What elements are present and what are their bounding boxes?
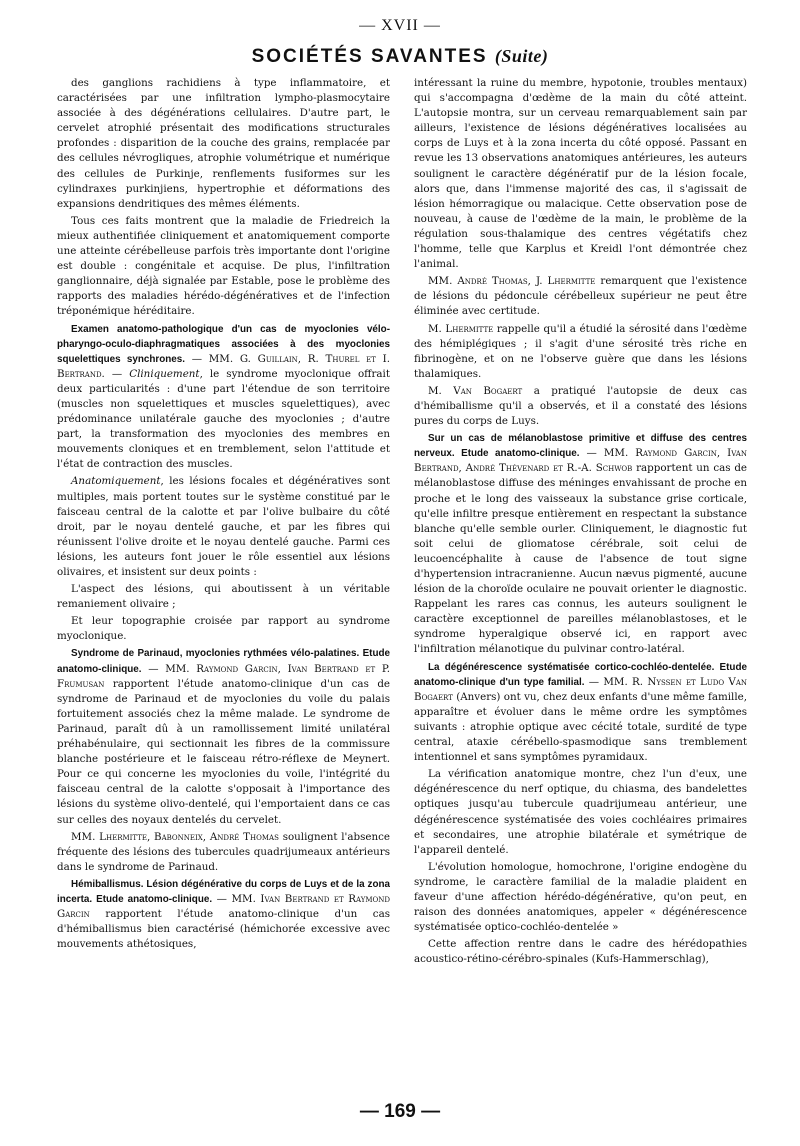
paragraph-text: Cette affection rentre dans le cadre des hérédopathies acoustico-rétino-cérébro-spinales (Kufs-Hammerschlag),: [414, 938, 747, 966]
paragraph-text: , les lésions focales et dégénératives sont multiples, mais portent toutes sur le système constitué par le faisceau central de la calotte et par l'olive bulbaire du côté droit, par le noyau dentelé gauche, et par les fibres qui réunissent l'olive droite et le noyau dentelé gauche. Parmi ces lésions, les auteurs font jouer le rôle essentiel aux lésions olivaires, et insistent sur deux points :: [57, 475, 390, 578]
paragraph-authors: MM. André Thomas, J. Lhermitte: [428, 275, 601, 288]
paragraph-authors: M. Van Bogaert: [428, 384, 534, 397]
paragraph-text: Et leur topographie croisée par rapport au syndrome myoclonique.: [57, 615, 390, 643]
paragraph: [414, 937, 747, 967]
paragraph: [57, 214, 390, 320]
paragraph: [414, 274, 747, 319]
paragraph-authors: MM. Lhermitte, Babonneix, André Thomas: [71, 830, 283, 843]
paragraph-text: L'aspect des lésions, qui aboutissent à un véritable remaniement olivaire ;: [57, 583, 390, 611]
paragraph: [57, 877, 390, 952]
paragraph: [57, 646, 390, 827]
paragraph-authors: M. Lhermitte: [428, 322, 497, 335]
paragraph-heading: La dégénérescence systématisée cortico-cochléo-dentelée. Etude anatomo-clinique d'un type familial.: [414, 661, 747, 688]
section-title-text: SOCIÉTÉS SAVANTES: [251, 46, 488, 67]
paragraph: [414, 76, 747, 272]
paragraph: [57, 830, 390, 875]
paragraph-heading: Examen anatomo-pathologique d'un cas de myoclonies vélo-pharyngo-oculo-diaphragmatiques associées à des myoclonies squelettiques synchrones.: [57, 323, 390, 365]
section-title: [0, 46, 800, 68]
paragraph-text: , le syndrome myoclonique offrait deux particularités : d'une part l'étendue de son territoire (muscles non squelettiques et muscles squelettiques), avec prédominance unilatérale gauche des myoclonies ; d'autre part, la transformation des myoclonies des membres en mouvements cloniques et en tremblement, selon l'attitude et l'état de contraction des muscles.: [57, 367, 390, 471]
section-title-suite: (Suite): [494, 46, 549, 66]
paragraph: [57, 474, 390, 580]
paragraph-text: rapportent l'étude anatomo-clinique d'un cas de syndrome de Parinaud et de myoclonies du voile du palais fortuitement associés chez la même malade. Le syndrome de Parinaud, paraît dû à un ramollissement limité unilatéral préhabénulaire, qui sectionnait les fibres de la commissure blanche postérieure et le faisceau rétro-réflexe de Meynert. Pour ce qui concerne les myoclonies du voile, l'intégrité du faisceau central de la calotte s'opposait à l'importance des lésions du système olivo-dentelé, qui l'emportaient dans ce cas sur celles des noyaux dentelés du cervelet.: [57, 677, 390, 826]
paragraph-italic-lead: Cliniquement: [129, 367, 200, 380]
paragraph: [57, 582, 390, 612]
paragraph-authors: — MM. Raymond Garcin, Ivan Bertrand et P. Frumusan: [57, 662, 390, 690]
paragraph-authors: — MM. R. Nyssen et Ludo Van Bogaert: [414, 675, 747, 703]
paragraph: [57, 614, 390, 644]
paragraph: [414, 322, 747, 382]
paragraph-text: rapportent un cas de mélanoblastose diffuse des méninges envahissant de proche en proche et le long des vaisseaux la substance grise corticale, qu'elle infiltre presque entièrement en respectant la substance blanche qu'elle semble ourler. Cliniquement, le diagnostic fut soit celui de gliomatose cérébrale, soit celui de leucoencéphalite à cause de l'absence de tout signe d'hypertension intracranienne. Aucun nævus pigmenté, aucune lésion de la choroïde oculaire ne pouvait orienter le diagnostic. Rappelant les rares cas connus, les auteurs soulignent le caractère exceptionnel de pareilles mélanoblastoses, et le syndrome hyperalgique observé ici, en rapport avec l'infiltration mélanotique du pulvinar contro-latéral.: [414, 462, 747, 656]
paragraph-authors: — MM. Raymond Garcin, Ivan Bertrand, André Thévenard et R.-A. Schwob: [414, 447, 747, 475]
paragraph: [414, 767, 747, 858]
page-number: — 169 —: [359, 1101, 441, 1122]
paragraph: [57, 76, 390, 212]
paragraph-text: remarquent que l'existence de lésions du pédoncule cérébelleux supérieur ne peut être éliminée avec certitude.: [414, 275, 747, 318]
roman-page-number: — XVII —: [359, 17, 441, 34]
paragraph-authors: — MM. Ivan Bertrand et Raymond Garcin: [57, 892, 390, 921]
paragraph-text: rappelle qu'il a étudié la sérosité dans l'œdème des hémiplégiques ; il s'agit d'une sérosité très riche en fibrinogène, et on ne l'observe guère que dans les lésions thalamiques.: [414, 322, 747, 380]
paragraph-text: a pratiqué l'autopsie de deux cas d'hémiballisme qu'il a observés, et il a constaté des lésions pures du corps de Luys.: [414, 384, 747, 428]
paragraph: [414, 860, 747, 935]
paragraph: [414, 660, 747, 766]
paragraph-heading: Hémiballismus. Lésion dégénérative du corps de Luys et de la zona incerta. Etude anatomo-clinique.: [57, 878, 390, 905]
paragraph: [414, 384, 747, 429]
right-column: [414, 76, 747, 1091]
paragraph: [57, 322, 390, 473]
paragraph-authors: — MM. G. Guillain, R. Thurel et I. Bertrand. —: [57, 352, 390, 380]
paragraph-text: (Anvers) ont vu, chez deux enfants d'une même famille, apparaître et évoluer dans le même ordre les symptômes suivants : atrophie optique avec cécité totale, surdité de type central, ataxie cérébello-spasmodique sans tremblement intentionnel et sans symptômes pyramidaux.: [414, 690, 747, 764]
paragraph-text: soulignent l'absence fréquente des lésions des tubercules quadrijumeaux antérieurs dans le syndrome de Parinaud.: [57, 830, 390, 873]
paragraph-italic-lead: Anatomiquement: [71, 475, 161, 488]
paragraph-text: rapportent l'étude anatomo-clinique d'un cas d'hémiballismus bien caractérisé (hémichorée excessive avec mouvements athétosiques,: [57, 908, 390, 951]
paragraph-text: La vérification anatomique montre, chez l'un d'eux, une dégénérescence du nerf optique, du chiasma, des bandelettes optiques jusqu'au tubercule quadrijumeau antérieur, une dégénérescence systématisée des voies cochléaires primaires et secondaires, une atrophie bilatérale et symétrique de l'appareil dentelé.: [414, 768, 747, 856]
two-column-body: [57, 76, 747, 1091]
paragraph-text: Tous ces faits montrent que la maladie de Friedreich la mieux authentifiée cliniquement et anatomiquement comporte une atteinte cérébelleuse parfois très importante dont l'origine est double : congénitale et acquise. De plus, l'infiltration ganglionnaire, déjà signalée par Estable, pose le problème des rapports des maladies hérédo-dégénératives et de l'infection tréponémique héréditaire.: [57, 214, 390, 318]
paragraph-text: L'évolution homologue, homochrone, l'origine endogène du syndrome, le caractère familial de la maladie plaident en faveur d'une affection hérédo-dégénérative, qu'on peut, en raison des données anatomiques, appeler « dégénérescence systématisée optico-cochléo-dentelée »: [414, 860, 747, 934]
paragraph: [414, 431, 747, 657]
paragraph-text: intéressant la ruine du membre, hypotonie, troubles mentaux) qui s'accompagna d'œdème de la main du côté atteint. L'autopsie montra, sur un cerveau remarquablement sain par ailleurs, l'existence de lésions dégénératives localisées au corps de Luys et à la zona incerta du côté opposé. Passant en revue les 13 observations anatomiques antérieures, les auteurs soulignent le caractère dégénératif pur de la lésion focale, alors que, dans l'immense majorité des cas, il s'agissait de lésion hémorragique ou malacique. Cette observation pose de nouveau, à cause de l'œdème de la main, le problème de la régulation sous-thalamique des centres végétatifs chez l'homme, telle que Karplus et Kreidl l'ont démontrée chez l'animal.: [414, 77, 747, 271]
left-column: [57, 76, 390, 1091]
paragraph-heading: Sur un cas de mélanoblastose primitive et diffuse des centres nerveux. Etude anatomo-clinique.: [414, 433, 747, 460]
paragraph-text: des ganglions rachidiens à type inflammatoire, et caractérisées par une infiltration lympho-plasmocytaire associée à des dégénérations cellulaires. D'autre part, le cervelet atrophié présentait des modifications structurales profondes : disparition de la couche des grains, remplacée par des cellules névrogliques, atrophie volumétrique et numérique des cellules de Purkinje, renflements fusiformes sur les cylindraxes purkinjiens, hypertrophie et déformations des expansions dendritiques des mêmes éléments.: [57, 77, 390, 210]
paragraph-heading: Syndrome de Parinaud, myoclonies rythmées vélo-palatines. Etude anatomo-clinique.: [57, 648, 390, 675]
